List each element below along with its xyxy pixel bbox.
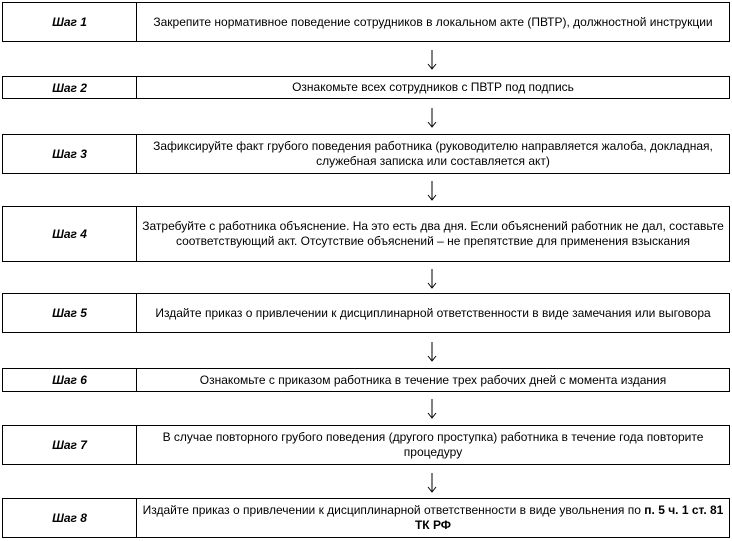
step-text-regular: Издайте приказ о привлечении к дисциплинарной ответственности в виде увольнения по: [142, 503, 645, 517]
step-text: В случае повторного грубого поведения (другого проступка) работника в течение года повторите процедуру: [162, 430, 704, 459]
step-label: Шаг 8: [3, 499, 137, 537]
step-text: Зафиксируйте факт грубого поведения работника (руководителю направляется жалоба, докладная, служебная записка или составляется акт): [153, 139, 713, 168]
step-label: Шаг 7: [3, 426, 137, 464]
arrow-down-icon: [426, 398, 438, 420]
step-label: Шаг 1: [3, 3, 137, 41]
step-text: Закрепите нормативное поведение сотрудников в локальном акте (ПВТР), должностной инструкции: [153, 14, 713, 29]
arrow-down-icon: [426, 180, 438, 202]
arrow-down-icon: [426, 107, 438, 129]
step-box-7: [2, 425, 730, 465]
step-text: Ознакомьте всех сотрудников с ПВТР под подпись: [292, 80, 574, 94]
step-text: Затребуйте с работника объяснение. На это есть два дня. Если объяснений работник не дал, составьте соответствующий акт. Отсутствие объяснений – не препятствие для применения взыскания: [142, 219, 724, 248]
step-box-1: [2, 2, 730, 42]
step-text: Ознакомьте с приказом работника в течение трех рабочих дней с момента издания: [199, 372, 667, 387]
step-text: [137, 499, 729, 537]
step-box-6: [2, 368, 730, 392]
step-label: Шаг 5: [3, 294, 137, 332]
step-label: Шаг 6: [3, 369, 137, 391]
arrow-down-icon: [426, 341, 438, 363]
step-label: Шаг 4: [3, 207, 137, 261]
step-box-4: [2, 206, 730, 262]
step-text: Издайте приказ о привлечении к дисциплинарной ответственности в виде замечания или выговора: [155, 305, 711, 320]
step-box-2: [2, 76, 730, 99]
step-box-8: [2, 498, 730, 538]
arrow-down-icon: [426, 49, 438, 71]
step-label: Шаг 3: [3, 135, 137, 173]
arrow-down-icon: [426, 268, 438, 290]
step-label: Шаг 2: [3, 77, 137, 98]
step-box-5: [2, 293, 730, 333]
arrow-down-icon: [426, 472, 438, 494]
step-text-bold-reference: п. 5 ч. 1 ст. 81 ТК РФ: [414, 503, 724, 532]
step-box-3: [2, 134, 730, 174]
